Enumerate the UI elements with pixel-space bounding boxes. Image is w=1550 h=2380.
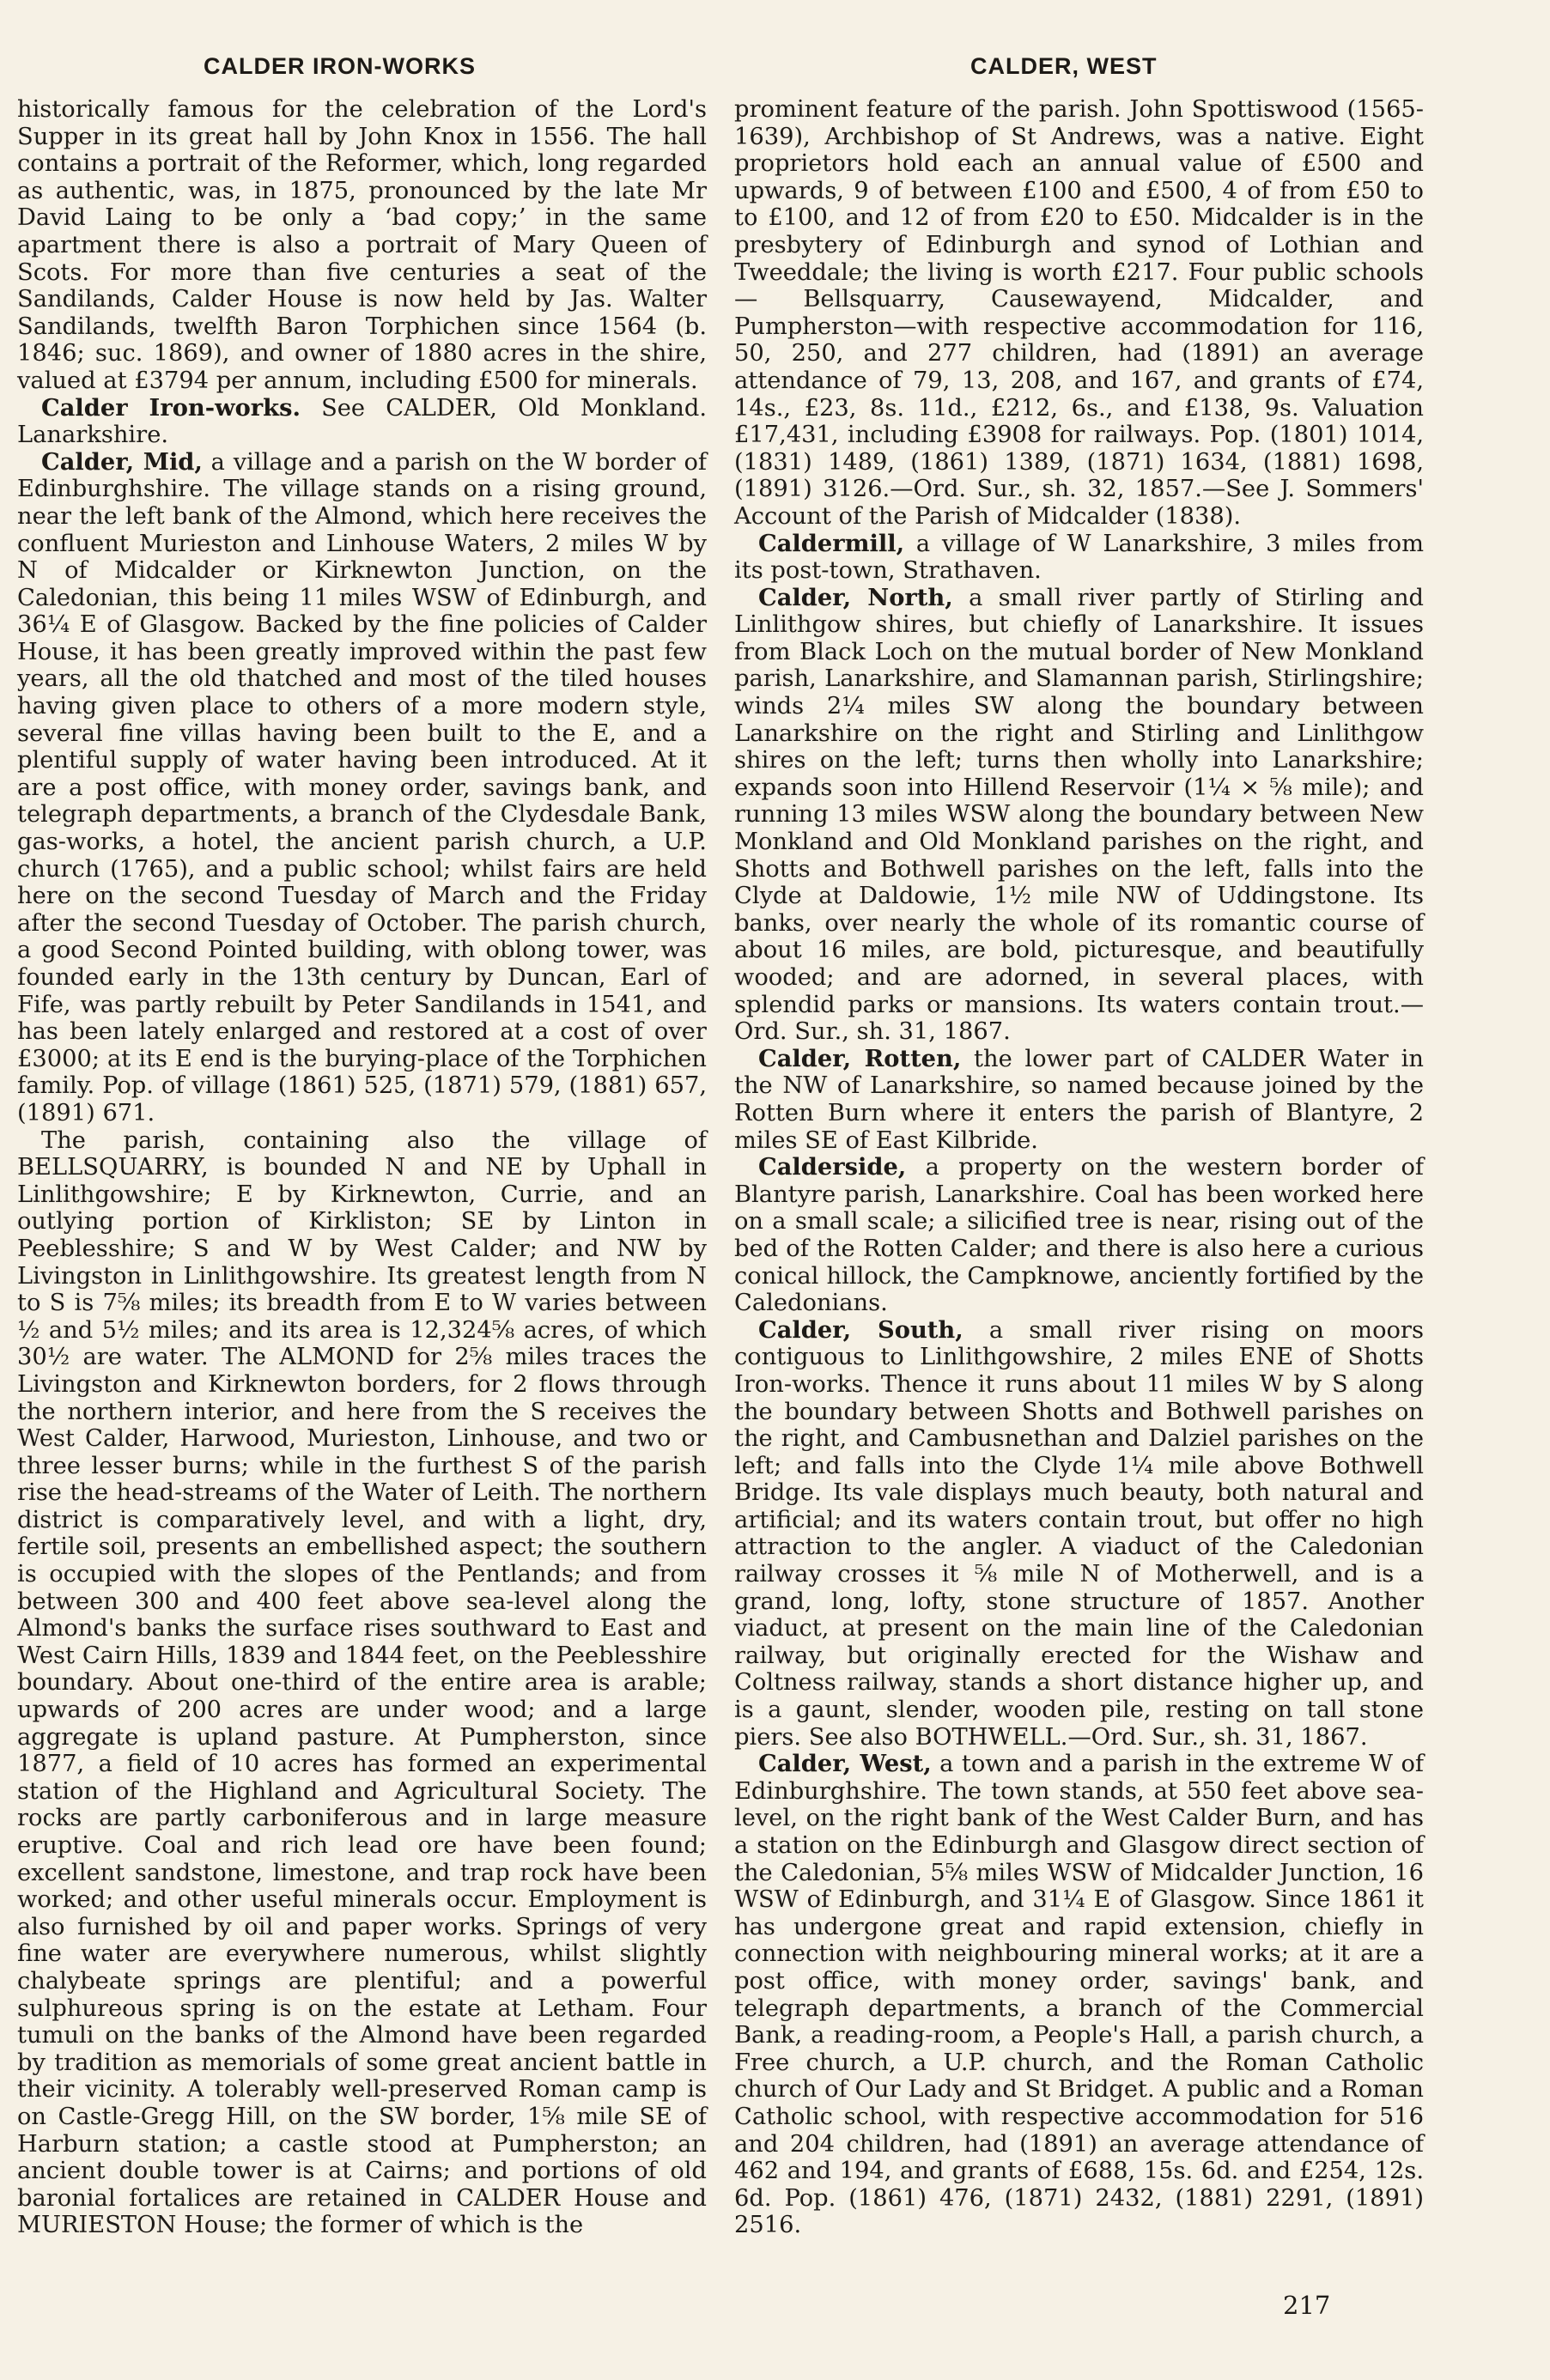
entry-calder-west — [734, 1751, 1424, 2239]
entry-headword: Calder, Mid, — [41, 447, 203, 476]
right-column — [734, 96, 1424, 2239]
entry-calder-north — [734, 585, 1424, 1046]
entry-text: the lower part of CALDER Water in the NW of Lanarkshire, so named because joined by the Rotten Burn where it enters the parish of Blantyre, 2 miles SE of East Kilbride. — [734, 1045, 1424, 1154]
entry-text: a town and a parish in the extreme W of Edinburghshire. The town stands, at 550 feet above sea-level, on the right bank of the West Calder Burn, and has a station on the Edinburgh and Glasgow direct section of the Caledonian, 5⅝ miles WSW of Midcalder Junction, 16 WSW of Edinburgh, and 31¼ E of Glasgow. Since 1861 it has undergone great and rapid extension, chiefly in connection with neighbouring mineral works; at it are a post office, with money order, savings' bank, and telegraph departments, a branch of the Commercial Bank, a reading-room, a People's Hall, a parish church, a Free church, a U.P. church, and the Roman Catholic church of Our Lady and St Bridget. A public and a Roman Catholic school, with respective accommodation for 516 and 204 children, had (1891) an average attendance of 462 and 194, and grants of £688, 15s. 6d. and £254, 12s. 6d. Pop. (1861) 476, (1871) 2432, (1881) 2291, (1891) 2516. — [734, 1751, 1424, 2239]
entry-headword: Calder, South, — [758, 1315, 963, 1344]
entry-headword: Calder, West, — [758, 1750, 932, 1778]
paragraph — [17, 96, 707, 395]
left-column — [17, 96, 707, 2239]
entry-headword: Calder, Rotten, — [758, 1044, 962, 1072]
entry-text: a village and a parish on the W border of Edinburghshire. The village stands on a rising ground, near the left bank of the Almond, which here receives the confluent Murieston and Linhouse Waters, 2 miles W by N of Midcalder or Kirknewton Junction, on the Caledonian, this being 11 miles WSW of Edinburgh, and 36¼ E of Glasgow. Backed by the fine policies of Calder House, it has been greatly improved within the past few years, all the old thatched and most of the tiled houses having given place to others of a more modern style, several fine villas having been built to the E, and a plentiful supply of water having been introduced. At it are a post office, with money order, savings bank, and telegraph departments, a branch of the Clydesdale Bank, gas-works, a hotel, the ancient parish church, a U.P. church (1765), and a public school; whilst fairs are held here on the second Tuesday of March and the Friday after the second Tuesday of October. The parish church, a good Second Pointed building, with oblong tower, was founded early in the 13th century by Duncan, Earl of Fife, was partly rebuilt by Peter Sandilands in 1541, and has been lately enlarged and restored at a cost of over £3000; at its E end is the burying-place of the Torphichen family. Pop. of village (1861) 525, (1871) 579, (1881) 657, (1891) 671. — [17, 448, 707, 1126]
entry-text: a property on the western border of Blantyre parish, Lanarkshire. Coal has been worked here on a small scale; a silicified tree is near, rising out of the bed of the Rotten Calder; and there is also here a curious conical hillock, the Campknowe, anciently fortified by the Caledonians. — [734, 1154, 1424, 1317]
paragraph-text: prominent feature of the parish. John Spottiswood (1565-1639), Archbishop of St Andrews, was a native. Eight proprietors hold each an annual value of £500 and upwards, 9 of between £100 and £500, 4 of from £50 to to £100, and 12 of from £20 to £50. Midcalder is in the presbytery of Edinburgh and synod of Lothian and Tweeddale; the living is worth £217. Four public schools — Bellsquarry, Causewayend, Midcalder, and Pumpherston—with respective accommodation for 116, 50, 250, and 277 children, had (1891) an average attendance of 79, 13, 208, and 167, and grants of £74, 14s., £23, 8s. 11d., £212, 6s., and £138, 9s. Valuation £17,431, including £3908 for railways. Pop. (1801) 1014, (1831) 1489, (1861) 1389, (1871) 1634, (1881) 1698, (1891) 3126.—Ord. Sur., sh. 32, 1857.—See J. Sommers' Account of the Parish of Midcalder (1838). — [734, 96, 1424, 530]
entry-calder-rotten — [734, 1046, 1424, 1154]
entry-headword: Caldermill, — [758, 529, 905, 557]
running-header-right: CALDER, WEST — [970, 53, 1158, 79]
entry-text: a small river partly of Stirling and Linlithgow shires, but chiefly of Lanarkshire. It issues from Black Loch on the mutual border of New Monkland parish, Lanarkshire, and Slamannan parish, Stirlingshire; winds 2¼ miles SW along the boundary between Lanarkshire on the right and Stirling and Linlithgow shires on the left; turns then wholly into Lanarkshire; expands soon into Hillend Reservoir (1¼ × ⅝ mile); and running 13 miles WSW along the boundary between New Monkland and Old Monkland parishes on the right, and Shotts and Bothwell parishes on the left, falls into the Clyde at Daldowie, 1½ mile NW of Uddingstone. Its banks, over nearly the whole of its romantic course of about 16 miles, are bold, picturesque, and beautifully wooded; and are adorned, in several places, with splendid parks or mansions. Its waters contain trout.—Ord. Sur., sh. 31, 1867. — [734, 584, 1424, 1046]
entry-caldermill — [734, 531, 1424, 585]
entry-text: a small river rising on moors contiguous to Linlithgowshire, 2 miles ENE of Shotts Iron-works. Thence it runs about 11 miles W by S along the boundary between Shotts and Bothwell parishes on the right, and Cambusnethan and Dalziel parishes on the left; and falls into the Clyde 1¼ mile above Bothwell Bridge. Its vale displays much beauty, both natural and artificial; and its waters contain trout, but offer no high attraction to the angler. A viaduct of the Caledonian railway crosses it ⅝ mile N of Motherwell, and is a grand, long, lofty, stone structure of 1857. Another viaduct, at present on the main line of the Caledonian railway, but originally erected for the Wishaw and Coltness railway, stands a short distance higher up, and is a gaunt, slender, wooden pile, resting on tall stone piers. See also BOTHWELL.—Ord. Sur., sh. 31, 1867. — [734, 1316, 1424, 1751]
entry-headword: Calder Iron-works. — [41, 393, 301, 422]
paragraph — [17, 1127, 707, 2239]
paragraph-text: The parish, containing also the village of BELLSQUARRY, is bounded N and NE by Uphall in Linlithgowshire; E by Kirknewton, Currie, and an outlying portion of Kirkliston; SE by Linton in Peeblesshire; S and W by West Calder; and NW by Livingston in Linlithgowshire. Its greatest length from N to S is 7⅝ miles; its breadth from E to W varies between ½ and 5½ miles; and its area is 12,324⅝ acres, of which 30½ are water. The ALMOND for 2⅝ miles traces the Livingston and Kirknewton borders, for 2 flows through the northern interior, and here from the S receives the West Calder, Harwood, Murieston, Linhouse, and two or three lesser burns; while in the furthest S of the parish rise the head-streams of the Water of Leith. The northern district is comparatively level, and with a light, dry, fertile soil, presents an embellished aspect; the southern is occupied with the slopes of the Pentlands; and from between 300 and 400 feet above sea-level along the Almond's banks the surface rises southward to East and West Cairn Hills, 1839 and 1844 feet, on the Peeblesshire boundary. About one-third of the entire area is arable; upwards of 200 acres are under wood; and a large aggregate is upland pasture. At Pumpherston, since 1877, a field of 10 acres has formed an experimental station of the Highland and Agricultural Society. The rocks are partly carboniferous and in large measure eruptive. Coal and rich lead ore have been found; excellent sandstone, limestone, and trap rock have been worked; and other useful minerals occur. Employment is also furnished by oil and paper works. Springs of very fine water are everywhere numerous, whilst slightly chalybeate springs are plentiful; and a powerful sulphureous spring is on the estate at Letham. Four tumuli on the banks of the Almond have been regarded by tradition as memorials of some great ancient battle in their vicinity. A tolerably well-preserved Roman camp is on Castle-Gregg Hill, on the SW border, 1⅝ mile SE of Harburn station; a castle stood at Pumpherston; an ancient double tower is at Cairns; and portions of old baronial fortalices are retained in CALDER House and MURIESTON House; the former of which is the — [17, 1126, 707, 2239]
entry-text: See CALDER, Old Monkland. Lanarkshire. — [17, 394, 707, 449]
paragraph-text: historically famous for the celebration of the Lord's Supper in its great hall by John Knox in 1556. The hall contains a portrait of the Reformer, which, long regarded as authentic, was, in 1875, pronounced by the late Mr David Laing to be only a ‘bad copy;’ in the same apartment there is also a portrait of Mary Queen of Scots. For more than five centuries a seat of the Sandilands, Calder House is now held by Jas. Walter Sandilands, twelfth Baron Torphichen since 1564 (b. 1846; suc. 1869), and owner of 1880 acres in the shire, valued at £3794 per annum, including £500 for minerals. — [17, 96, 707, 394]
entry-calder-mid — [17, 449, 707, 1127]
entry-headword: Calderside, — [758, 1153, 907, 1181]
entry-calder-iron-works — [17, 395, 707, 449]
paragraph — [734, 96, 1424, 531]
running-header-left: CALDER IRON-WORKS — [204, 53, 476, 79]
page-number: 217 — [1283, 2291, 1331, 2320]
entry-text: a village of W Lanarkshire, 3 miles from its post-town, Strathaven. — [734, 530, 1424, 585]
entry-calder-south — [734, 1317, 1424, 1752]
entry-headword: Calder, North, — [758, 583, 953, 611]
entry-calderside — [734, 1154, 1424, 1317]
